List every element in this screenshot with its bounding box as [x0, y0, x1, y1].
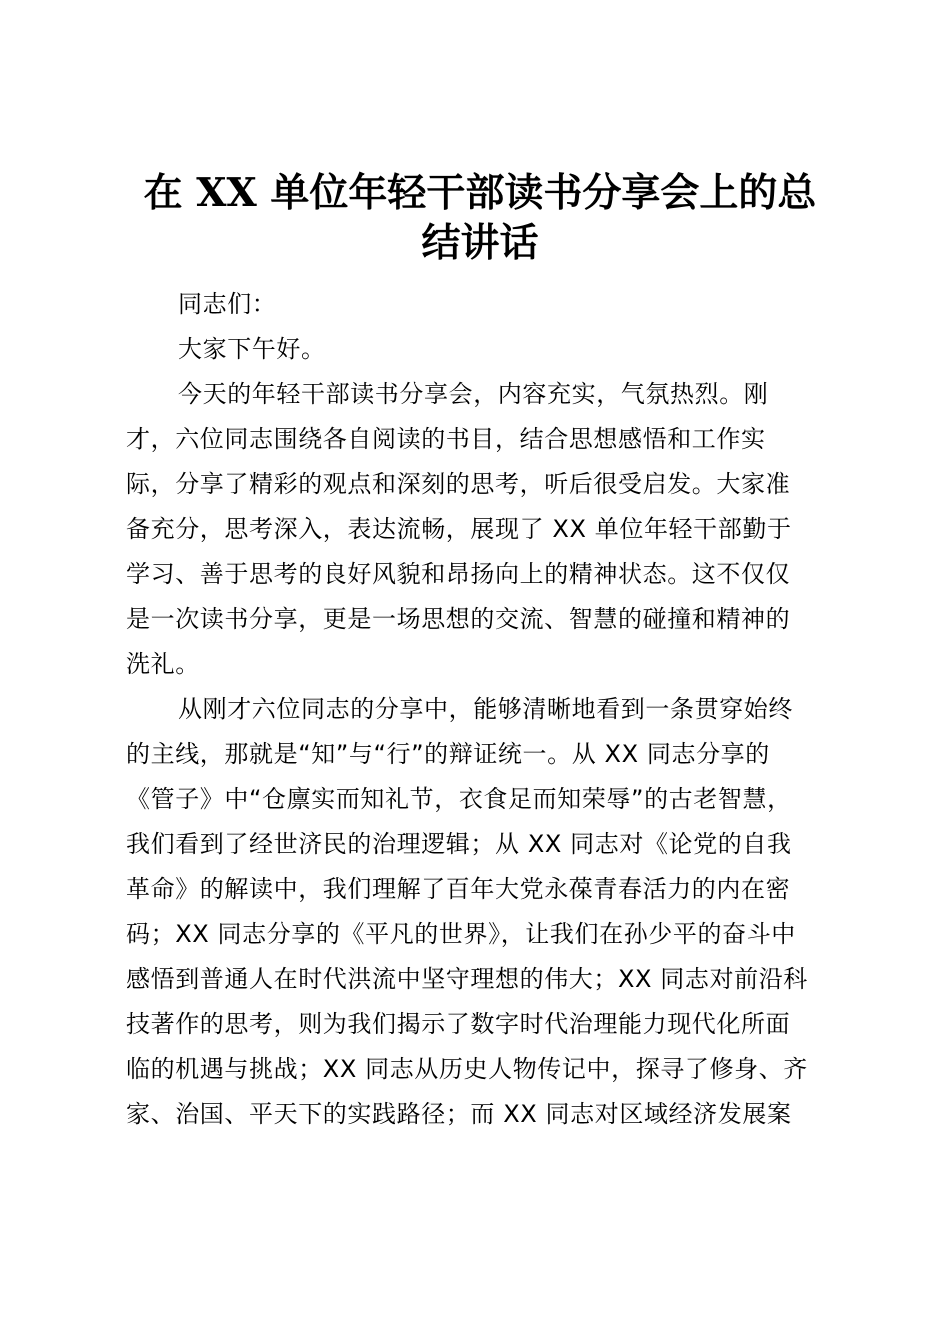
body-text-line: 才，六位同志围绕各自阅读的书目，结合思想感悟和工作实 [126, 425, 766, 453]
body-text-line: 大家下午好。 [178, 335, 326, 363]
body-text-line: 备充分，思考深入，表达流畅，展现了 XX 单位年轻干部勤于 [126, 515, 792, 543]
body-text-line: 感悟到普通人在时代洪流中坚守理想的伟大；XX 同志对前沿科 [126, 965, 808, 993]
body-text-line: 家、治国、平天下的实践路径；而 XX 同志对区域经济发展案 [126, 1100, 792, 1128]
body-text-line: 洗礼。 [126, 650, 200, 678]
body-text-line: 我们看到了经世济民的治理逻辑；从 XX 同志对《论党的自我 [126, 830, 792, 858]
title-line: 在 XX 单位年轻干部读书分享会上的总 [143, 170, 817, 216]
body-text-line: 今天的年轻干部读书分享会，内容充实，气氛热烈。刚 [178, 380, 769, 408]
title-line: 结讲话 [421, 220, 539, 266]
body-text-line: 临的机遇与挑战；XX 同志从历史人物传记中，探寻了修身、齐 [126, 1055, 808, 1083]
document-body [126, 282, 836, 1137]
body-text-line: 从刚才六位同志的分享中，能够清晰地看到一条贯穿始终 [178, 695, 793, 723]
body-text-line: 学习、善于思考的良好风貌和昂扬向上的精神状态。这不仅仅 [126, 560, 791, 588]
body-text-line: 的主线，那就是“知”与“行”的辩证统一。从 XX 同志分享的 [126, 740, 770, 768]
body-text-line: 码；XX 同志分享的《平凡的世界》，让我们在孙少平的奋斗中 [126, 920, 796, 948]
body-text-line: 《管子》中“仓廪实而知礼节，衣食足而知荣辱”的古老智慧， [126, 785, 792, 813]
body-text-line: 革命》的解读中，我们理解了百年大党永葆青春活力的内在密 [126, 875, 791, 903]
body-text-line: 际，分享了精彩的观点和深刻的思考，听后很受启发。大家准 [126, 470, 791, 498]
body-text-line: 技著作的思考，则为我们揭示了数字时代治理能力现代化所面 [126, 1010, 791, 1038]
document-title [120, 168, 840, 268]
body-text-line: 同志们： [178, 290, 277, 318]
body-text-line: 是一次读书分享，更是一场思想的交流、智慧的碰撞和精神的 [126, 605, 791, 633]
